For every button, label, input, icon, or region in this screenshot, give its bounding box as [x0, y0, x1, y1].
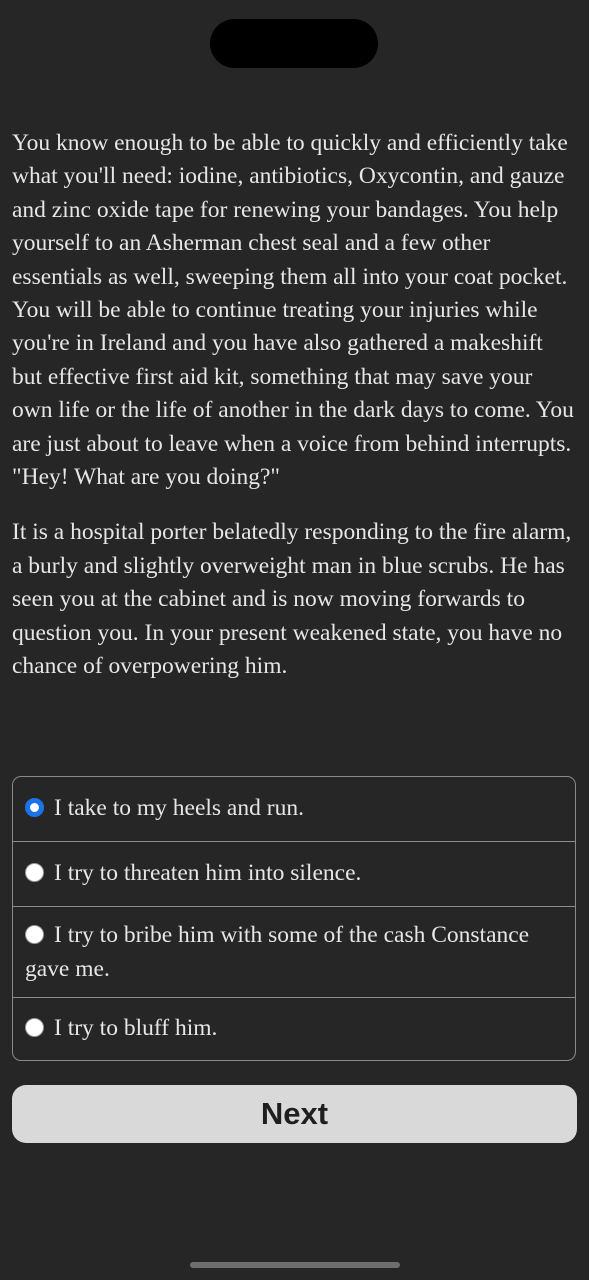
choice-label: I try to threaten him into silence. — [54, 860, 362, 886]
choice-list — [12, 776, 576, 1061]
radio-selected-icon[interactable] — [25, 798, 44, 817]
radio-unselected-icon[interactable] — [25, 925, 44, 944]
choice-option-bribe[interactable] — [13, 906, 575, 997]
choice-option-bluff[interactable] — [13, 997, 575, 1060]
next-button[interactable]: Next — [12, 1085, 577, 1143]
story-paragraph: It is a hospital porter belatedly responding to the fire alarm, a burly and slightly overweight man in blue scrubs. He has seen you at the cabinet and is now moving forwards to question you. In your present weakened state, you have no chance of overpowering him. — [12, 519, 572, 680]
radio-unselected-icon[interactable] — [25, 863, 44, 882]
story-text — [12, 127, 578, 706]
choice-option-threaten[interactable] — [13, 841, 575, 906]
home-indicator[interactable] — [190, 1262, 400, 1268]
camera-notch — [210, 19, 378, 68]
choice-label: I take to my heels and run. — [54, 795, 304, 821]
choice-label: I try to bribe him with some of the cash Constance gave me. — [25, 922, 530, 982]
radio-unselected-icon[interactable] — [25, 1018, 44, 1037]
choice-option-run[interactable] — [13, 777, 575, 841]
choice-label: I try to bluff him. — [54, 1015, 218, 1041]
story-paragraph: You know enough to be able to quickly and efficiently take what you'll need: iodine, antibiotics, Oxycontin, and gauze and zinc oxide tape for renewing your bandages. You help yourself to an Asherman chest seal and a few other essentials as well, sweeping them all into your coat pocket. You will be able to continue treating your injuries while you're in Ireland and you have also gathered a makeshift but effective first aid kit, something that may save your own life or the life of another in the dark days to come. You are just about to leave when a voice from behind interrupts. "Hey! What are you doing?" — [12, 130, 574, 491]
